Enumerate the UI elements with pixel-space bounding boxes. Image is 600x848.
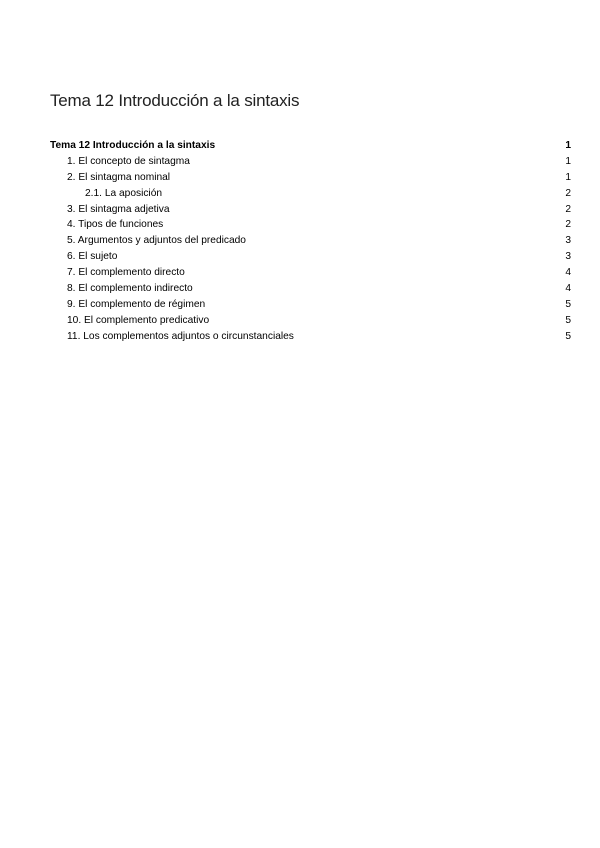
toc-entry-label: 8. El complemento indirecto bbox=[67, 283, 193, 295]
toc-entry[interactable] bbox=[50, 202, 571, 218]
toc-entry-page: 3 bbox=[565, 235, 571, 247]
toc-entry[interactable] bbox=[50, 186, 571, 202]
toc-entry-label: 2.1. La aposición bbox=[85, 187, 163, 199]
table-of-contents bbox=[50, 138, 571, 345]
toc-entry-label: 9. El complemento de régimen bbox=[67, 298, 206, 310]
toc-entry[interactable] bbox=[50, 265, 571, 281]
toc-entry-label: 2. El sintagma nominal bbox=[67, 171, 171, 183]
toc-entry-page: 5 bbox=[565, 314, 571, 326]
toc-entry[interactable] bbox=[50, 313, 571, 329]
toc-entry-page: 5 bbox=[565, 298, 571, 310]
toc-entry[interactable] bbox=[50, 154, 571, 170]
toc-entry-label: 1. El concepto de sintagma bbox=[67, 155, 190, 167]
toc-entry-page: 4 bbox=[565, 267, 571, 279]
toc-entry-label: 7. El complemento directo bbox=[67, 267, 185, 279]
toc-entry[interactable] bbox=[50, 249, 571, 265]
toc-entry-page: 1 bbox=[565, 140, 571, 151]
document-title: Tema 12 Introducción a la sintaxis bbox=[50, 91, 300, 110]
toc-entry[interactable] bbox=[50, 170, 571, 186]
toc-entry-heading[interactable] bbox=[50, 138, 571, 154]
toc-entry[interactable] bbox=[50, 297, 571, 313]
toc-entry-label: 5. Argumentos y adjuntos del predicado bbox=[67, 235, 246, 247]
toc-entry-page: 1 bbox=[565, 171, 571, 183]
toc-entry-label: 6. El sujeto bbox=[67, 251, 118, 263]
toc-entry[interactable] bbox=[50, 233, 571, 249]
toc-entry-page: 2 bbox=[565, 203, 571, 215]
toc-entry[interactable] bbox=[50, 217, 571, 233]
toc-entry-page: 1 bbox=[565, 155, 571, 167]
toc-entry-page: 3 bbox=[565, 251, 571, 263]
toc-entry-label: Tema 12 Introducción a la sintaxis bbox=[50, 140, 216, 151]
toc-entry[interactable] bbox=[50, 329, 571, 345]
toc-entry-label: 10. El complemento predicativo bbox=[67, 314, 210, 326]
toc-entry[interactable] bbox=[50, 281, 571, 297]
toc-entry-page: 2 bbox=[565, 187, 571, 199]
toc-entry-page: 2 bbox=[565, 219, 571, 231]
toc-entry-label: 11. Los complementos adjuntos o circunstanciales bbox=[67, 330, 294, 342]
toc-entry-label: 3. El sintagma adjetiva bbox=[67, 203, 170, 215]
toc-entry-label: 4. Tipos de funciones bbox=[67, 219, 164, 231]
toc-entry-page: 5 bbox=[565, 330, 571, 342]
toc-entry-page: 4 bbox=[565, 283, 571, 295]
